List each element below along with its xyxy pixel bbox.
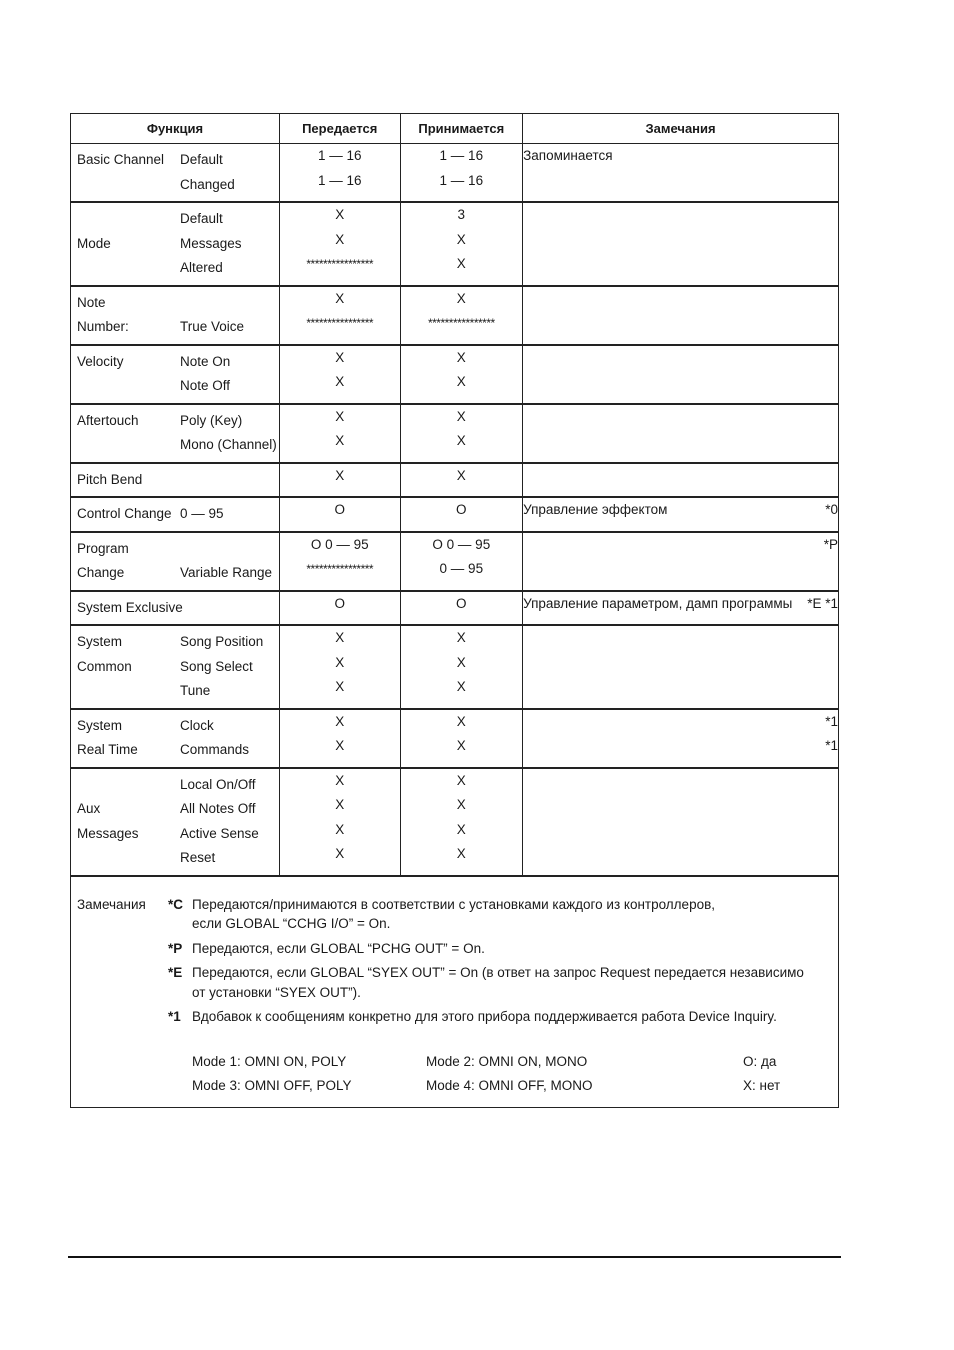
note-text: от установки “SYEX OUT”). bbox=[192, 984, 361, 1000]
note-text: Вдобавок к сообщениям конкретно для этого прибора поддерживается работа Device Inquiry. bbox=[192, 1009, 777, 1024]
transmitted-cell bbox=[279, 532, 400, 591]
function-cell bbox=[71, 709, 280, 768]
function-sub-label: All Notes Off bbox=[180, 801, 256, 816]
function-group-label: Common bbox=[77, 658, 132, 674]
function-cell bbox=[71, 625, 280, 709]
transmitted-value: X bbox=[335, 207, 345, 222]
function-cell bbox=[71, 202, 280, 286]
note-key bbox=[168, 983, 192, 1003]
recognized-value: X bbox=[456, 738, 466, 753]
transmitted-value: **************** bbox=[306, 562, 374, 576]
mode-legend-item: X: нет bbox=[743, 1078, 781, 1093]
recognized-value: X bbox=[456, 256, 466, 271]
remarks-cell bbox=[523, 202, 839, 286]
mode-legend-item: Mode 1: OMNI ON, POLY bbox=[192, 1053, 347, 1069]
mode-legend-item: Mode 2: OMNI ON, MONO bbox=[426, 1053, 588, 1069]
function-lines bbox=[71, 144, 279, 201]
recognized-value: **************** bbox=[427, 316, 495, 330]
remarks-cell bbox=[523, 625, 839, 709]
function-group-label: Aux bbox=[77, 801, 101, 816]
function-group-label: Number: bbox=[77, 319, 129, 334]
function-group-label: Messages bbox=[77, 825, 139, 841]
footer-rule bbox=[68, 1256, 841, 1258]
function-sub-label: Variable Range bbox=[180, 565, 273, 580]
function-lines bbox=[71, 710, 279, 767]
function-sub-label: Local On/Off bbox=[180, 776, 256, 792]
function-sub-label: Altered bbox=[180, 260, 223, 275]
recognized-value: 0 — 95 bbox=[439, 561, 484, 576]
remarks-cell bbox=[523, 345, 839, 404]
function-group-label: Velocity bbox=[77, 353, 124, 369]
function-sub-label: Clock bbox=[180, 717, 214, 733]
table-row bbox=[71, 709, 839, 768]
recognized-value: X bbox=[456, 846, 466, 861]
notes-heading bbox=[77, 939, 168, 959]
notes-heading: Замечания bbox=[77, 896, 146, 912]
function-sub-label: Messages bbox=[180, 235, 242, 251]
function-group-label: System Exclusive bbox=[77, 599, 183, 615]
note-text: если GLOBAL “CCHG I/O” = On. bbox=[192, 916, 391, 931]
function-group-label: Note bbox=[77, 294, 106, 310]
table-row bbox=[71, 202, 839, 286]
recognized-cell bbox=[400, 202, 523, 286]
remarks-cell bbox=[523, 591, 839, 626]
function-sub-label: Changed bbox=[180, 176, 235, 192]
recognized-value: X bbox=[456, 408, 466, 424]
header-function: Функция bbox=[71, 114, 280, 144]
midi-implementation-chart bbox=[70, 113, 839, 1108]
recognized-value: X bbox=[456, 349, 466, 365]
transmitted-value: X bbox=[335, 231, 345, 247]
remark-mark: *P bbox=[823, 536, 838, 552]
table-row bbox=[71, 591, 839, 626]
remarks-cell bbox=[523, 144, 839, 203]
note-text: Передаются, если GLOBAL “PCHG OUT” = On. bbox=[192, 940, 485, 956]
function-lines bbox=[71, 203, 279, 285]
function-lines bbox=[71, 346, 279, 403]
function-group-label bbox=[77, 173, 180, 198]
function-sub-label: Mono (Channel) bbox=[180, 437, 277, 452]
recognized-value: O bbox=[456, 502, 467, 517]
remarks-cell bbox=[523, 768, 839, 876]
function-cell bbox=[71, 144, 280, 203]
note-line bbox=[77, 895, 828, 915]
recognized-value: X bbox=[456, 467, 466, 483]
recognized-cell bbox=[400, 709, 523, 768]
notes-row bbox=[71, 876, 839, 1108]
function-group-label: Pitch Bend bbox=[77, 471, 143, 487]
transmitted-value: O bbox=[334, 595, 345, 611]
recognized-value: 1 — 16 bbox=[439, 172, 484, 188]
table-body bbox=[71, 144, 839, 1108]
function-sub-label bbox=[180, 468, 279, 493]
recognized-value: X bbox=[456, 821, 466, 837]
remarks-cell bbox=[523, 532, 839, 591]
recognized-cell bbox=[400, 144, 523, 203]
transmitted-value: 1 — 16 bbox=[317, 172, 362, 188]
function-sub-label: Song Select bbox=[180, 658, 253, 674]
table-row bbox=[71, 345, 839, 404]
transmitted-value: X bbox=[335, 772, 345, 788]
function-group-label bbox=[77, 773, 180, 798]
header-row bbox=[71, 114, 839, 144]
function-group-label: Real Time bbox=[77, 742, 138, 757]
note-line bbox=[77, 983, 828, 1003]
notes-heading bbox=[77, 963, 168, 983]
function-sub-label bbox=[180, 596, 279, 621]
function-group-label: System bbox=[77, 717, 123, 733]
function-cell bbox=[71, 345, 280, 404]
note-line bbox=[77, 963, 828, 983]
function-sub-label: True Voice bbox=[180, 319, 245, 334]
recognized-value: O 0 — 95 bbox=[432, 536, 491, 552]
recognized-cell bbox=[400, 497, 523, 532]
function-group-label: Change bbox=[77, 565, 125, 580]
recognized-cell bbox=[400, 345, 523, 404]
recognized-value: X bbox=[456, 630, 466, 645]
function-cell bbox=[71, 463, 280, 498]
remarks-cell bbox=[523, 709, 839, 768]
header-recognized: Принимается bbox=[400, 114, 523, 144]
remark-text: Запоминается bbox=[523, 148, 613, 163]
function-group-label: Program bbox=[77, 540, 129, 556]
function-sub-label: Commands bbox=[180, 742, 250, 757]
function-group-label: Basic Channel bbox=[77, 152, 165, 167]
function-group-label bbox=[77, 679, 180, 704]
function-lines bbox=[71, 405, 279, 462]
function-sub-label bbox=[180, 291, 279, 316]
transmitted-value: X bbox=[335, 349, 345, 365]
function-sub-label: Poly (Key) bbox=[180, 412, 243, 428]
remark-mark: *E *1 bbox=[807, 595, 838, 611]
recognized-value: X bbox=[456, 433, 466, 448]
note-key: *E bbox=[168, 965, 183, 980]
note-line bbox=[77, 939, 828, 959]
remarks-cell bbox=[523, 463, 839, 498]
table-row bbox=[71, 532, 839, 591]
remarks-cell bbox=[523, 286, 839, 345]
remarks-cell bbox=[523, 404, 839, 463]
note-key: *C bbox=[168, 896, 184, 912]
transmitted-cell bbox=[279, 286, 400, 345]
transmitted-value: X bbox=[335, 467, 345, 483]
function-sub-label: 0 — 95 bbox=[180, 506, 224, 521]
function-lines bbox=[71, 464, 279, 497]
transmitted-value: X bbox=[335, 654, 345, 670]
mode-legend-item: Mode 4: OMNI OFF, MONO bbox=[426, 1078, 593, 1093]
notes-heading bbox=[77, 983, 168, 1003]
note-text: Передаются, если GLOBAL “SYEX OUT” = On (в ответ на запрос Request передается независимо bbox=[192, 965, 804, 980]
transmitted-cell bbox=[279, 768, 400, 876]
transmitted-cell bbox=[279, 404, 400, 463]
remarks-cell bbox=[523, 497, 839, 532]
function-lines bbox=[71, 626, 279, 708]
table-row bbox=[71, 286, 839, 345]
transmitted-value: X bbox=[335, 713, 345, 729]
remark-line bbox=[523, 734, 838, 759]
function-group-label bbox=[77, 374, 180, 399]
function-sub-label: Default bbox=[180, 152, 223, 167]
table-row bbox=[71, 144, 839, 203]
function-group-label: Control Change bbox=[77, 506, 172, 521]
transmitted-cell bbox=[279, 497, 400, 532]
midi-table bbox=[70, 113, 839, 1108]
recognized-value: X bbox=[456, 374, 466, 389]
function-lines bbox=[71, 592, 279, 625]
transmitted-value: X bbox=[335, 630, 345, 645]
recognized-cell bbox=[400, 591, 523, 626]
table-row bbox=[71, 463, 839, 498]
remark-mark: *1 bbox=[825, 713, 838, 729]
recognized-value: 1 — 16 bbox=[439, 148, 484, 163]
transmitted-cell bbox=[279, 591, 400, 626]
transmitted-value: X bbox=[335, 738, 345, 753]
function-group-label bbox=[77, 207, 180, 232]
function-cell bbox=[71, 768, 280, 876]
transmitted-cell bbox=[279, 709, 400, 768]
notes-heading bbox=[77, 1007, 168, 1027]
function-sub-label bbox=[180, 537, 279, 562]
mode-legend bbox=[192, 1050, 828, 1099]
function-sub-label: Note On bbox=[180, 353, 231, 369]
transmitted-cell bbox=[279, 345, 400, 404]
function-lines bbox=[71, 498, 279, 531]
function-sub-label: Reset bbox=[180, 850, 216, 865]
function-cell bbox=[71, 286, 280, 345]
remark-text: Управление параметром, дамп программы bbox=[523, 595, 793, 611]
transmitted-cell bbox=[279, 202, 400, 286]
function-cell bbox=[71, 591, 280, 626]
transmitted-cell bbox=[279, 625, 400, 709]
transmitted-value: **************** bbox=[306, 257, 374, 271]
recognized-cell bbox=[400, 286, 523, 345]
mode-legend-item: O: да bbox=[743, 1053, 777, 1069]
recognized-value: X bbox=[456, 679, 466, 694]
remark-line bbox=[523, 592, 838, 617]
header-transmitted: Передается bbox=[279, 114, 400, 144]
recognized-cell bbox=[400, 404, 523, 463]
transmitted-value: X bbox=[335, 433, 345, 448]
recognized-value: 3 bbox=[457, 207, 466, 222]
function-sub-label: Song Position bbox=[180, 634, 264, 649]
function-sub-label: Note Off bbox=[180, 378, 231, 393]
function-cell bbox=[71, 404, 280, 463]
transmitted-value: X bbox=[335, 408, 345, 424]
recognized-value: X bbox=[456, 290, 466, 306]
table-row bbox=[71, 404, 839, 463]
mode-legend-item: Mode 3: OMNI OFF, POLY bbox=[192, 1078, 352, 1093]
function-lines bbox=[71, 533, 279, 590]
function-group-label bbox=[77, 846, 180, 871]
note-line bbox=[77, 914, 828, 934]
function-sub-label: Tune bbox=[180, 683, 211, 698]
function-group-label: Aftertouch bbox=[77, 412, 139, 428]
transmitted-value: **************** bbox=[306, 316, 374, 330]
transmitted-value: X bbox=[335, 797, 345, 812]
note-line bbox=[77, 1007, 828, 1027]
remark-text: Управление эффектом bbox=[523, 502, 668, 517]
recognized-value: X bbox=[456, 713, 466, 729]
remark-line bbox=[523, 533, 838, 558]
recognized-value: X bbox=[456, 654, 466, 670]
recognized-value: X bbox=[456, 772, 466, 788]
remark-line bbox=[523, 498, 838, 523]
recognized-value: X bbox=[456, 797, 466, 812]
note-key: *P bbox=[168, 940, 183, 956]
recognized-cell bbox=[400, 463, 523, 498]
recognized-cell bbox=[400, 625, 523, 709]
note-text: Передаются/принимаются в соответствии с установками каждого из контроллеров, bbox=[192, 896, 716, 912]
remark-mark: *1 bbox=[825, 738, 838, 753]
function-group-label: System bbox=[77, 634, 123, 649]
function-lines bbox=[71, 769, 279, 875]
function-group-label bbox=[77, 433, 180, 458]
transmitted-cell bbox=[279, 144, 400, 203]
function-cell bbox=[71, 532, 280, 591]
transmitted-value: X bbox=[335, 821, 345, 837]
transmitted-value: X bbox=[335, 846, 345, 861]
header-remarks: Замечания bbox=[523, 114, 839, 144]
note-spacer bbox=[77, 1027, 828, 1032]
recognized-cell bbox=[400, 532, 523, 591]
function-lines bbox=[71, 287, 279, 344]
notes-cell bbox=[71, 876, 839, 1108]
table-row bbox=[71, 497, 839, 532]
recognized-cell bbox=[400, 768, 523, 876]
notes-heading bbox=[77, 914, 168, 934]
transmitted-cell bbox=[279, 463, 400, 498]
transmitted-value: X bbox=[335, 374, 345, 389]
note-key bbox=[168, 914, 192, 934]
remark-mark: *0 bbox=[825, 502, 838, 517]
function-cell bbox=[71, 497, 280, 532]
recognized-value: O bbox=[456, 595, 467, 611]
transmitted-value: O bbox=[334, 502, 345, 517]
remark-line bbox=[523, 144, 838, 169]
note-key: *1 bbox=[168, 1009, 181, 1024]
transmitted-value: X bbox=[335, 679, 345, 694]
table-row bbox=[71, 768, 839, 876]
function-group-label bbox=[77, 256, 180, 281]
function-sub-label: Default bbox=[180, 211, 223, 226]
function-group-label: Mode bbox=[77, 235, 111, 251]
recognized-value: X bbox=[456, 231, 466, 247]
remark-line bbox=[523, 710, 838, 735]
transmitted-value: X bbox=[335, 290, 345, 306]
function-sub-label: Active Sense bbox=[180, 825, 259, 841]
transmitted-value: 1 — 16 bbox=[317, 148, 362, 163]
table-row bbox=[71, 625, 839, 709]
transmitted-value: O 0 — 95 bbox=[310, 536, 369, 552]
